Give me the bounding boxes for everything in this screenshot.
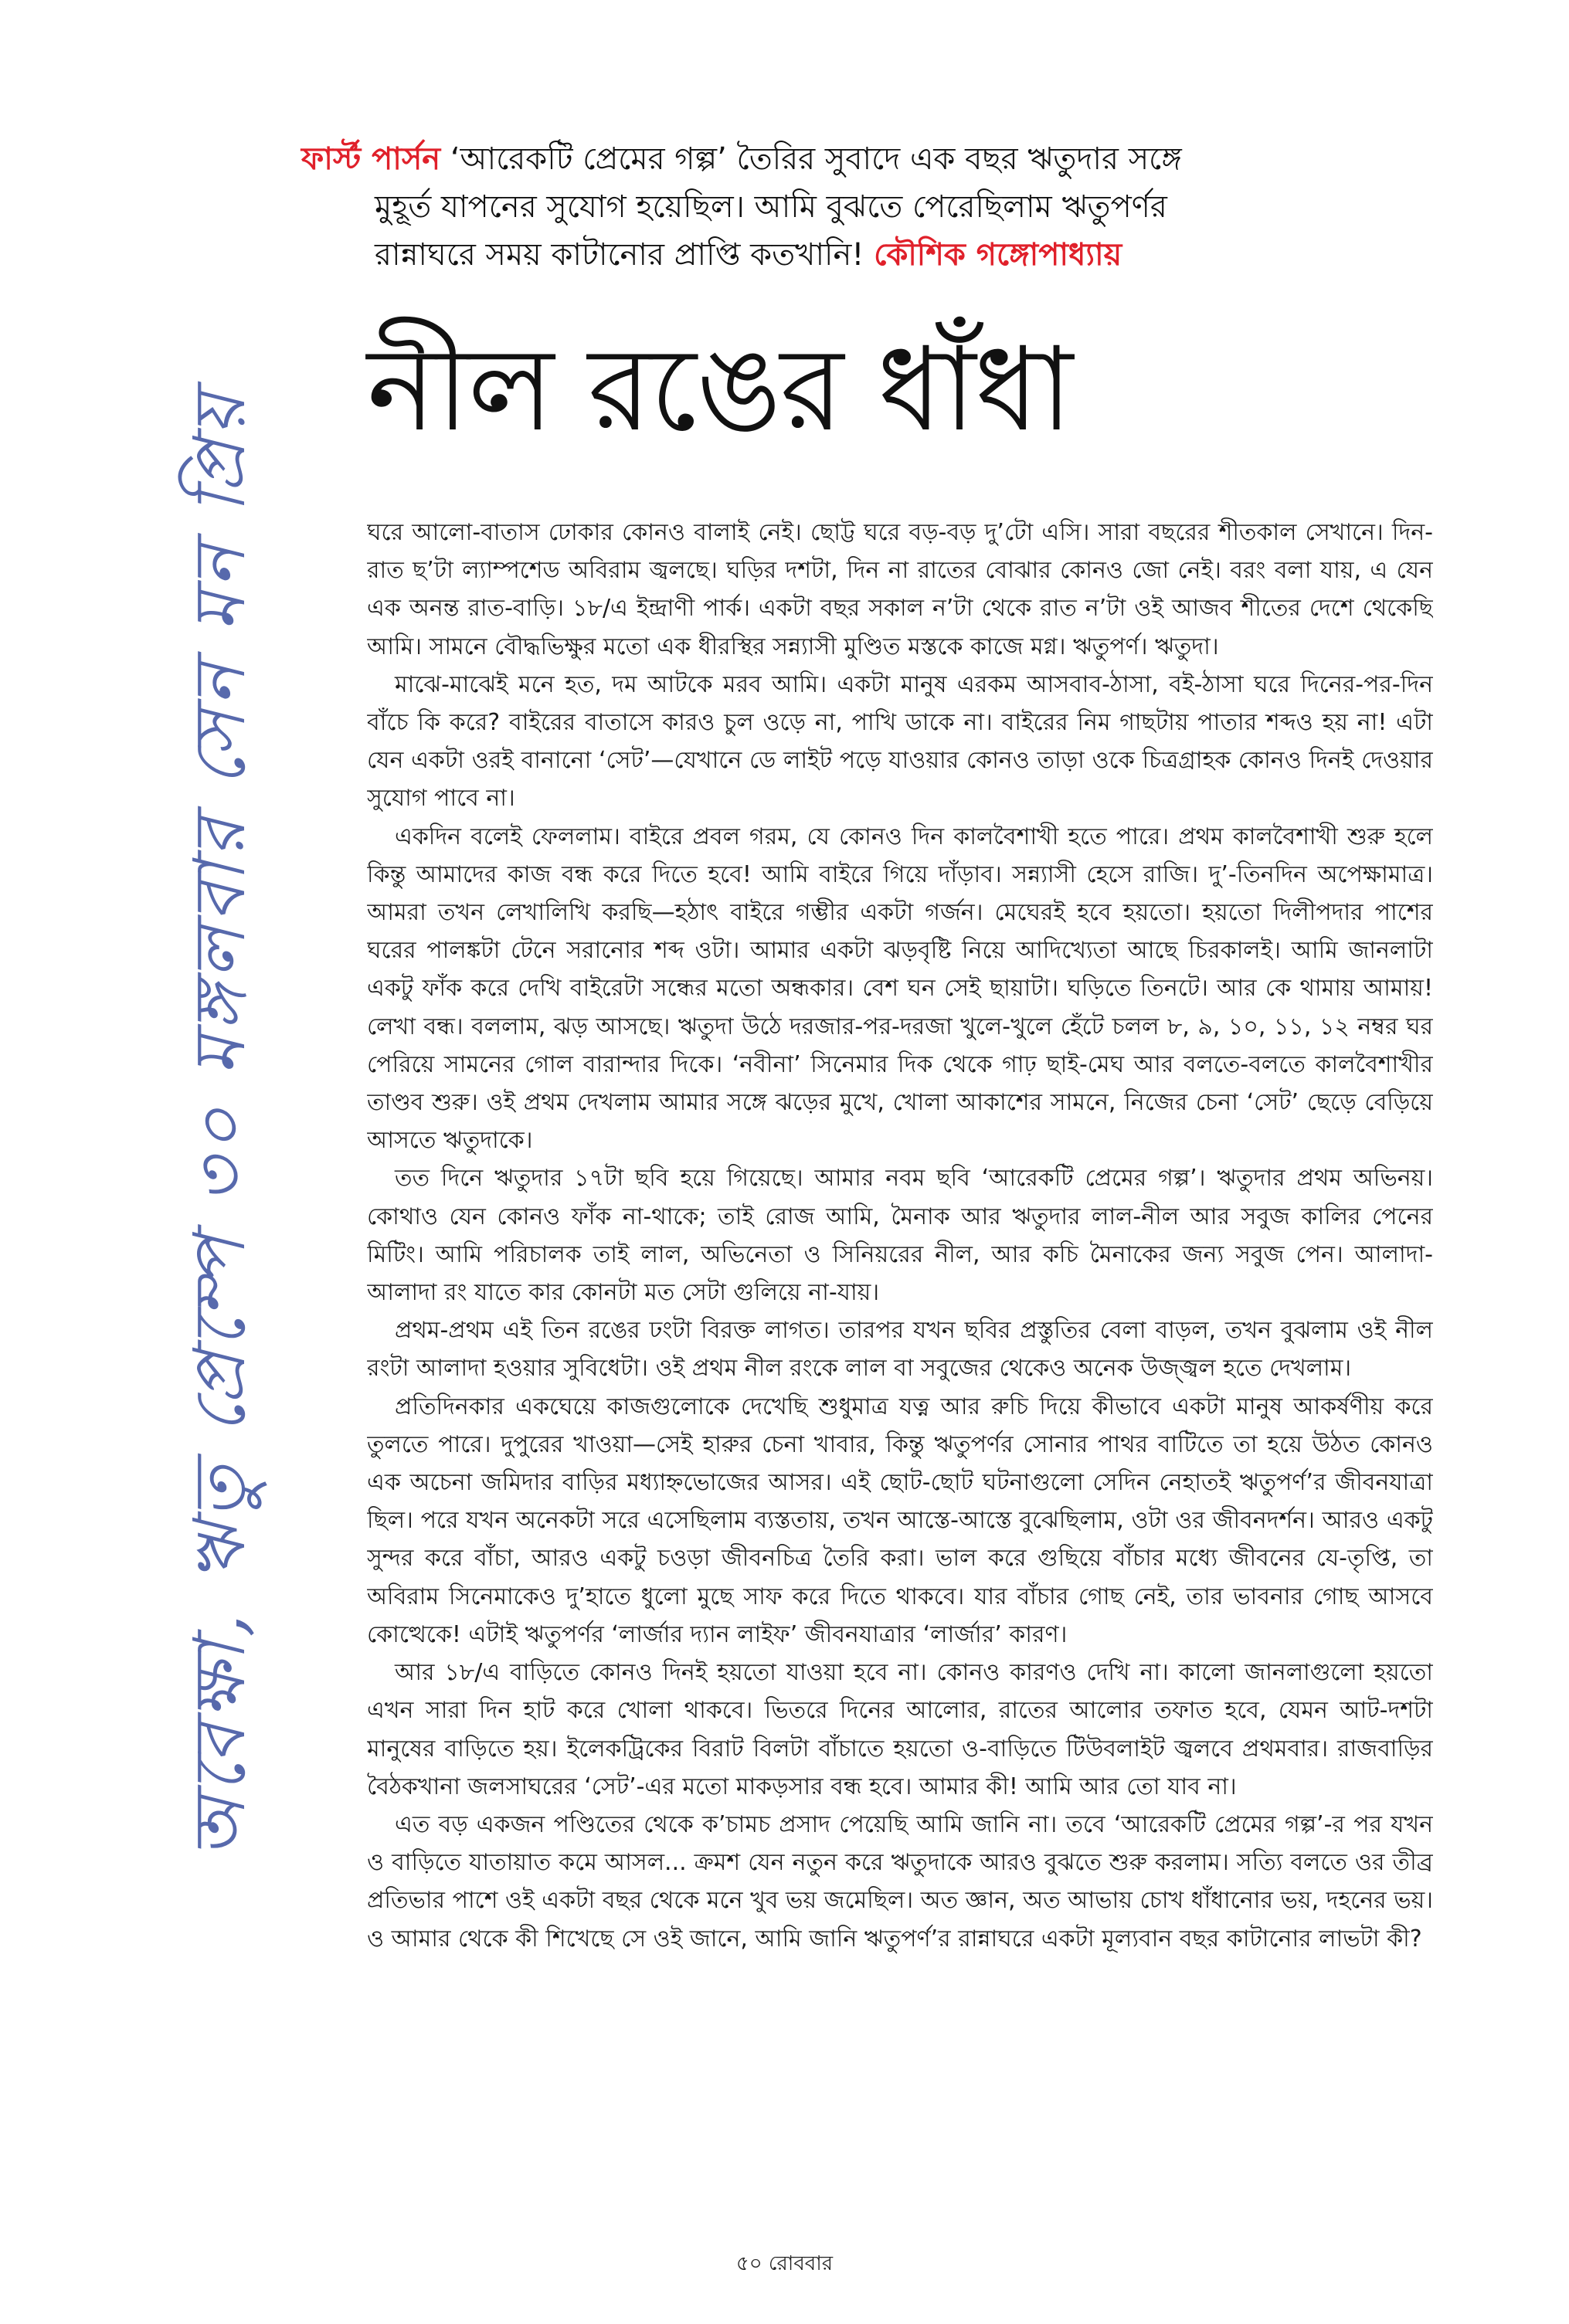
paragraph: একদিন বলেই ফেললাম। বাইরে প্রবল গরম, যে কোনও দিন কালবৈশাখী হতে পারে। প্রথম কালবৈশাখী শুরু হলে কিন্তু আমাদের কাজ বন্ধ করে দিতে হবে! আমি বাইরে গিয়ে দাঁড়াব। সন্ন্যাসী হেসে রাজি। দু’-তিনদিন অপেক্ষামাত্র। আমরা তখন লেখালিখি করছি—হঠাৎ বাইরে গম্ভীর একটা গর্জন। মেঘেরই হবে হয়তো। হয়তো দিলীপদার পাশের ঘরের পালঙ্কটা টেনে সরানোর শব্দ ওটা। আমার একটা ঝড়বৃষ্টি নিয়ে আদিখ্যেতা আছে চিরকালই। আমি জানলাটা একটু ফাঁক করে দেখি বাইরেটা সন্ধের মতো অন্ধকার। বেশ ঘন সেই ছায়াটা। ঘড়িতে তিনটে। আর কে থামায় আমায়! লেখা বন্ধ। বললাম, ঝড় আসছে। ঋতুদা উঠে দরজার-পর-দরজা খুলে-খুলে হেঁটে চলল ৮, ৯, ১০, ১১, ১২ নম্বর ঘর পেরিয়ে সামনের গোল বারান্দার দিকে। ‘নবীনা’ সিনেমার দিক থেকে গাঢ় ছাই-মেঘ আর বলতে-বলতে কালবৈশাখীর তাণ্ডব শুরু। ওই প্রথম দেখলাম আমার সঙ্গে ঝড়ের মুখে, খোলা আকাশের সামনে, নিজের চেনা ‘সেট’ ছেড়ে বেড়িয়ে আসতে ঋতুদাকে। (367, 823, 1433, 1155)
intro-line-1 (301, 135, 1398, 183)
paragraph: আর ১৮/এ বাড়িতে কোনও দিনই হয়তো যাওয়া হবে না। কোনও কারণও দেখি না। কালো জানলাগুলো হয়তো এখন সারা দিন হাট করে খোলা থাকবে। ভিতরে দিনের আলোর, রাতের আলোর তফাত হবে, যেমন আট-দশটা মানুষের বাড়িতে হয়। ইলেকট্রিকের বিরাট বিলটা বাঁচাতে হয়তো ও-বাড়িতে টিউবলাইট জ্বলবে প্রথমবার। রাজবাড়ির বৈঠকখানা জলসাঘরের ‘সেট’-এর মতো মাকড়সার বন্ধ হবে। আমার কী! আমি আর তো যাব না। (367, 1659, 1433, 1800)
handwritten-note-text: অবেক্ষা, ঋতু প্রেম্পে ৩০ মঙ্গলবার সেন মন প্রিয় (178, 388, 261, 1859)
paragraph: প্রথম-প্রথম এই তিন রঙের ঢংটা বিরক্ত লাগত। তারপর যখন ছবির প্রস্তুতির বেলা বাড়ল, তখন বুঝলাম ওই নীল রংটা আলাদা হওয়ার সুবিধেটা। ওই প্রথম নীল রংকে লাল বা সবুজের থেকেও অনেক উজ্জ্বল হতে দেখলাম। (367, 1317, 1433, 1383)
article-body (367, 514, 1433, 2174)
paragraph: প্রতিদিনকার একঘেয়ে কাজগুলোকে দেখেছি শুধুমাত্র যত্ন আর রুচি দিয়ে কীভাবে একটা মানুষ আকর্ষণীয় করে তুলতে পারে। দুপুরের খাওয়া—সেই হারুর চেনা খাবার, কিন্তু ঋতুপর্ণর সোনার পাথর বাটিতে তা হয়ে উঠত কোনও এক অচেনা জমিদার বাড়ির মধ্যাহ্নভোজের আসর। এই ছোট-ছোট ঘটনাগুলো সেদিন নেহাতই ঋতুপর্ণ’র জীবনযাত্রা ছিল। পরে যখন অনেকটা সরে এসেছিলাম ব্যস্ততায়, তখন আস্তে-আস্তে বুঝেছিলাম, ওটা ওর জীবনদর্শন। আরও একটু সুন্দর করে বাঁচা, আরও একটু চওড়া জীবনচিত্র তৈরি করা। ভাল করে গুছিয়ে বাঁচার মধ্যে জীবনের যে-তৃপ্তি, তা অবিরাম সিনেমাকেও দু’হাতে ধুলো মুছে সাফ করে দিতে থাকবে। যার বাঁচার গোছ নেই, তার ভাবনার গোছ আসবে কোত্থেকে! এটাই ঋতুপর্ণর ‘লার্জার দ্যান লাইফ’ জীবনযাত্রার ‘লার্জার’ কারণ। (367, 1393, 1433, 1648)
intro-blurb (301, 135, 1398, 279)
author-name: কৌশিক গঙ্গোপাধ্যায় (874, 237, 1122, 273)
article-title: নীল রঙের ধাঁধা (367, 323, 1072, 457)
intro-line-3 (301, 231, 1398, 279)
column-label: ফার্স্ট পার্সন (301, 141, 441, 177)
paragraph: মাঝে-মাঝেই মনে হত, দম আটকে মরব আমি। একটা মানুষ এরকম আসবাব-ঠাসা, বই-ঠাসা ঘরে দিনের-পর-দিন বাঁচে কি করে? বাইরের বাতাসে কারও চুল ওড়ে না, পাখি ডাকে না। বাইরের নিম গাছটায় পাতার শব্দও হয় না! এটা যেন একটা ওরই বানানো ‘সেট’—যেখানে ডে লাইট পড়ে যাওয়ার কোনও তাড়া ওকে চিত্রগ্রাহক কোনও দিনই দেওয়ার সুযোগ পাবে না। (367, 670, 1433, 813)
intro-line-1-text: ‘আরেকটি প্রেমের গল্প’ তৈরির সুবাদে এক বছর ঋতুদার সঙ্গে (440, 141, 1182, 177)
paragraph: ঘরে আলো-বাতাস ঢোকার কোনও বালাই নেই। ছোট্ট ঘরে বড়-বড় দু’টো এসি। সারা বছরের শীতকাল সেখানে। দিন-রাত ছ’টা ল্যাম্পশেড অবিরাম জ্বলছে। ঘড়ির দশটা, দিন না রাতের বোঝার কোনও জো নেই। বরং বলা যায়, এ যেন এক অনন্ত রাত-বাড়ি। ১৮/এ ইন্দ্রাণী পার্ক। একটা বছর সকাল ন’টা থেকে রাত ন’টা ওই আজব শীতের দেশে থেকেছি আমি। সামনে বৌদ্ধভিক্ষুর মতো এক ধীরস্থির সন্ন্যাসী মুণ্ডিত মস্তকে কাজে মগ্ন। ঋতুপর্ণ। ঋতুদা। (367, 519, 1433, 660)
paragraph: তত দিনে ঋতুদার ১৭টা ছবি হয়ে গিয়েছে। আমার নবম ছবি ‘আরেকটি প্রেমের গল্প’। ঋতুদার প্রথম অভিনয়। কোথাও যেন কোনও ফাঁক না-থাকে; তাই রোজ আমি, মৈনাক আর ঋতুদার লাল-নীল আর সবুজ কালির পেনের মিটিং। আমি পরিচালক তাই লাল, অভিনেতা ও সিনিয়রের নীল, আর কচি মৈনাকের জন্য সবুজ পেন। আলাদা-আলাদা রং যাতে কার কোনটা মত সেটা গুলিয়ে না-যায়। (367, 1165, 1433, 1307)
intro-line-2: মুহূর্ত যাপনের সুযোগ হয়েছিল। আমি বুঝতে পেরেছিলাম ঋতুপর্ণর (375, 189, 1167, 225)
paragraph: এত বড় একজন পণ্ডিতের থেকে ক’চামচ প্রসাদ পেয়েছি আমি জানি না। তবে ‘আরেকটি প্রেমের গল্প’-র পর যখন ও বাড়িতে যাতায়াত কমে আসল... ক্রমশ যেন নতুন করে ঋতুদাকে আরও বুঝতে শুরু করলাম। সত্যি বলতে ওর তীব্র প্রতিভার পাশে ওই একটা বছর থেকে মনে খুব ভয় জমেছিল। অত জ্ঞান, অত আভায় চোখ ধাঁধানোর ভয়, দহনের ভয়। ও আমার থেকে কী শিখেছে সে ওই জানে, আমি জানি ঋতুপর্ণ’র রান্নাঘরে একটা মূল্যবান বছর কাটানোর লাভটা কী? (367, 1810, 1433, 1952)
handwritten-note (151, 135, 290, 2112)
page-footer: ৫০ রোববার (735, 2252, 834, 2275)
intro-line-3-text: রান্নাঘরে সময় কাটানোর প্রাপ্তি কতখানি! (375, 237, 864, 273)
